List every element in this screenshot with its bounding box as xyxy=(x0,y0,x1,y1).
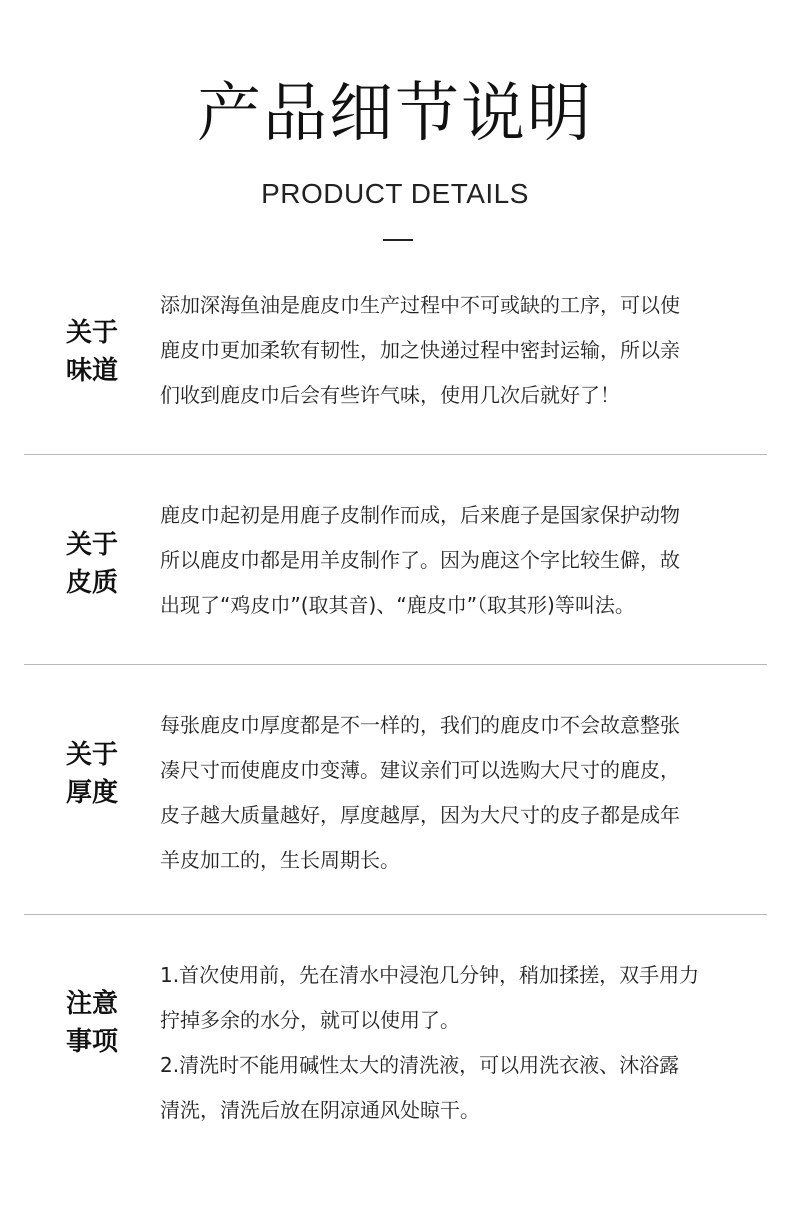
text-line: 清洗，清洗后放在阴凉通风处晾干。 xyxy=(160,1098,480,1122)
section-text-thickness xyxy=(160,703,755,883)
section-heading-thickness: 关于 厚度 xyxy=(65,740,118,808)
text-line: 皮子越大质量越好，厚度越厚，因为大尺寸的皮子都是成年 xyxy=(160,803,680,827)
text-line: 所以鹿皮巾都是用羊皮制作了。因为鹿这个字比较生僻，故 xyxy=(160,548,680,572)
section-text-leather xyxy=(160,493,755,628)
text-line: 们收到鹿皮巾后会有些许气味，使用几次后就好了！ xyxy=(160,383,620,407)
text-line: 鹿皮巾更加柔软有韧性，加之快递过程中密封运输，所以亲 xyxy=(160,338,680,362)
section-text-smell xyxy=(160,283,755,418)
section-divider xyxy=(24,914,767,915)
text-line: 添加深海鱼油是鹿皮巾生产过程中不可或缺的工序，可以使 xyxy=(160,293,680,317)
text-line: 凑尺寸而使鹿皮巾变薄。建议亲们可以选购大尺寸的鹿皮， xyxy=(160,758,680,782)
section-heading-leather: 关于 皮质 xyxy=(65,530,118,598)
section-divider xyxy=(24,454,767,455)
text-line: 1.首次使用前，先在清水中浸泡几分钟，稍加揉搓，双手用力 xyxy=(160,963,700,987)
text-line: 每张鹿皮巾厚度都是不一样的，我们的鹿皮巾不会故意整张 xyxy=(160,713,680,737)
text-line: 羊皮加工的，生长周期长。 xyxy=(160,848,400,872)
page-title: 产品细节说明 xyxy=(197,77,593,151)
section-heading-notes: 注意 事项 xyxy=(65,989,118,1057)
text-line: 拧掉多余的水分，就可以使用了。 xyxy=(160,1008,460,1032)
text-line: 鹿皮巾起初是用鹿子皮制作而成，后来鹿子是国家保护动物 xyxy=(160,503,680,527)
section-divider xyxy=(24,664,767,665)
page-subtitle: PRODUCT DETAILS xyxy=(261,178,529,209)
section-heading-smell: 关于 味道 xyxy=(65,318,118,386)
title-divider xyxy=(383,239,413,241)
text-line: 2.清洗时不能用碱性太大的清洗液，可以用洗衣液、沐浴露 xyxy=(160,1053,680,1077)
section-text-notes xyxy=(160,953,755,1133)
text-line: 出现了“鸡皮巾”(取其音)、“鹿皮巾”（取其形)等叫法。 xyxy=(160,593,635,617)
